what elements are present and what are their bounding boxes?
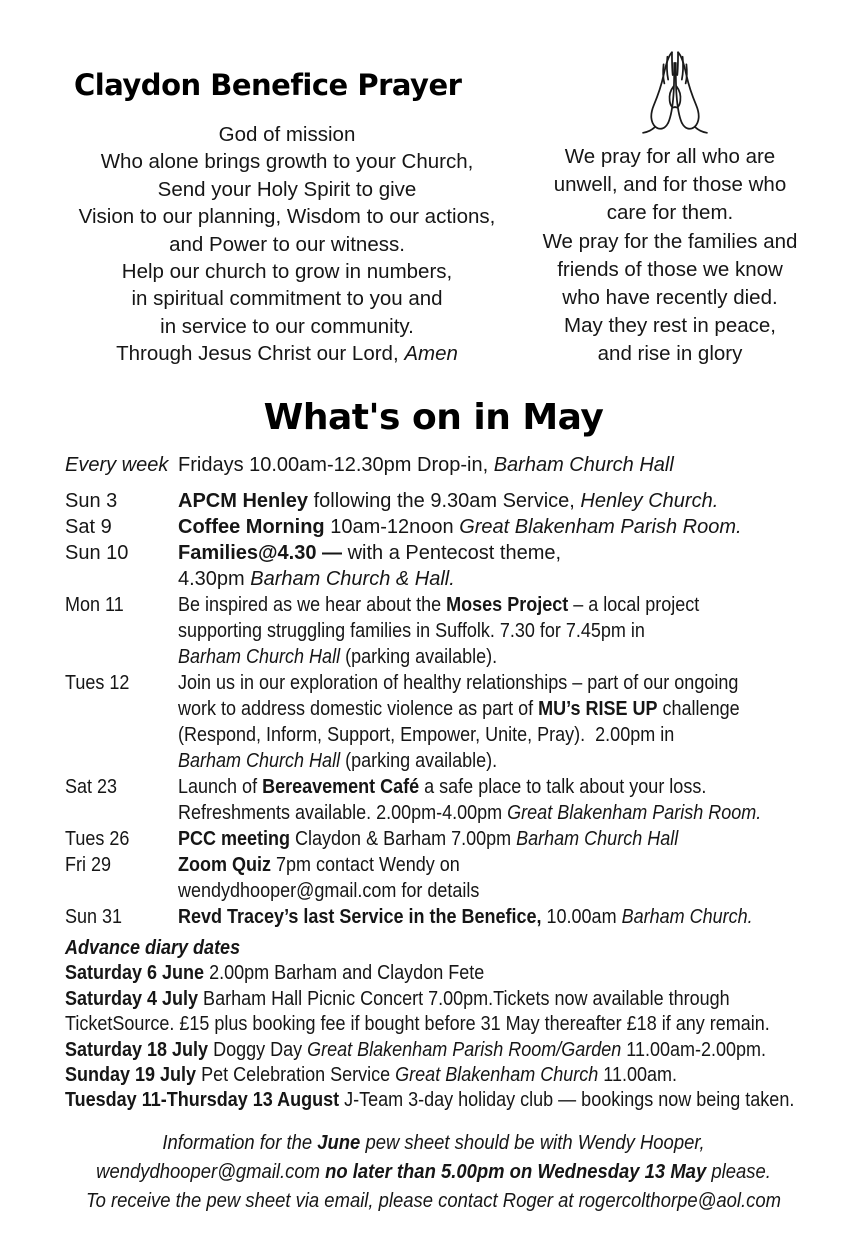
advance-item-line xyxy=(65,987,767,1012)
section-heading-whats-on: What's on in May xyxy=(263,397,604,438)
event-row xyxy=(65,852,835,904)
event-date xyxy=(65,540,178,566)
event-text-line xyxy=(178,488,835,514)
benefice-prayer-text xyxy=(48,121,526,368)
event-row xyxy=(65,774,835,826)
events-list xyxy=(65,452,835,930)
event-row xyxy=(65,514,835,540)
text-segment: Information for the xyxy=(162,1131,318,1154)
event-row xyxy=(65,826,835,852)
text-segment: Saturday 4 July xyxy=(65,987,199,1010)
event-date-label: Sun 10 xyxy=(65,542,129,564)
text-segment: wendydhooper@gmail.com xyxy=(96,1160,326,1183)
text-segment: Revd Tracey’s last Service in the Benefice, xyxy=(178,906,542,928)
advance-diary-section xyxy=(65,936,845,1114)
text-segment: APCM Henley xyxy=(178,490,309,512)
event-date xyxy=(65,852,178,878)
footer-notice xyxy=(40,1128,827,1215)
prayer-line xyxy=(48,121,526,148)
text-segment: Amen xyxy=(404,342,458,366)
text-segment: Great Blakenham Parish Room. xyxy=(459,516,742,538)
event-date xyxy=(65,514,178,540)
prayer-line xyxy=(48,176,526,203)
prayer-line xyxy=(512,171,828,199)
prayer-line xyxy=(512,199,828,227)
advance-item xyxy=(65,1088,845,1113)
event-date xyxy=(65,488,178,514)
text-segment: care for them. xyxy=(606,201,734,225)
text-segment: – a local project xyxy=(568,594,700,616)
text-segment: please. xyxy=(706,1160,771,1183)
text-segment: TicketSource. £15 plus booking fee if bought before 31 May thereafter £18 if any remain. xyxy=(65,1013,770,1036)
text-segment: (parking available). xyxy=(340,750,498,772)
advance-item-line xyxy=(65,1063,767,1088)
event-text-line xyxy=(178,566,835,592)
text-segment: Saturday 18 July xyxy=(65,1038,209,1061)
text-segment: Vision to our planning, Wisdom to our actions, xyxy=(78,205,496,229)
text-segment: Saturday 6 June xyxy=(65,962,205,985)
text-segment: PCC meeting xyxy=(178,828,291,850)
event-date-label: Tues 26 xyxy=(65,828,130,850)
text-segment: unwell, and for those who xyxy=(553,173,787,197)
prayer-line xyxy=(48,340,526,367)
event-row xyxy=(65,904,835,930)
text-segment: 11.00am. xyxy=(598,1064,677,1087)
event-date-label: Sat 23 xyxy=(65,776,118,798)
advance-diary-heading: Advance diary dates xyxy=(65,937,241,959)
intercessions-text xyxy=(512,143,828,369)
event-date-label: Mon 11 xyxy=(65,594,124,616)
text-segment: Moses Project xyxy=(446,594,569,616)
text-segment: (Respond, Inform, Support, Empower, Unite, Pray). 2.00pm in xyxy=(178,724,675,746)
advance-item-line xyxy=(65,1088,795,1113)
event-text-line xyxy=(178,514,835,540)
text-segment: Launch of xyxy=(178,776,263,798)
event-text-line xyxy=(178,722,769,748)
text-segment: Barham Church Hall xyxy=(178,646,341,668)
text-segment: Families@4.30 — xyxy=(178,542,343,564)
text-segment: and Power to our witness. xyxy=(169,232,405,256)
text-segment: Send your Holy Spirit to give xyxy=(157,177,417,201)
text-segment: Help our church to grow in numbers, xyxy=(121,260,453,284)
footer-line xyxy=(79,1157,787,1186)
event-date-label: Fri 29 xyxy=(65,854,112,876)
text-segment: 2.00pm Barham and Claydon Fete xyxy=(204,962,485,985)
text-segment: no later than 5.00pm on Wednesday 13 May xyxy=(325,1160,707,1183)
event-description xyxy=(178,826,835,852)
event-text-line xyxy=(178,696,769,722)
prayer-line xyxy=(48,258,526,285)
text-segment: who have recently died. xyxy=(562,286,778,310)
event-row xyxy=(65,452,835,478)
text-segment: Great Blakenham Parish Room. xyxy=(507,802,762,824)
text-segment: (parking available). xyxy=(340,646,498,668)
praying-hands-icon xyxy=(637,46,713,136)
event-date-label: Sun 31 xyxy=(65,906,123,928)
text-segment: following the 9.30am Service, xyxy=(308,490,581,512)
event-description xyxy=(178,540,835,592)
text-segment: with a Pentecost theme, xyxy=(342,542,562,564)
text-segment: Refreshments available. 2.00pm-4.00pm xyxy=(178,802,508,824)
prayer-line xyxy=(512,143,828,171)
event-text-line xyxy=(178,644,769,670)
prayer-line xyxy=(512,312,828,340)
text-segment: and rise in glory xyxy=(597,342,743,366)
event-date xyxy=(65,826,178,852)
advance-item xyxy=(65,1063,845,1088)
footer-line xyxy=(79,1186,787,1215)
text-segment: Zoom Quiz xyxy=(178,854,271,876)
text-segment: Pet Celebration Service xyxy=(196,1064,396,1087)
event-description xyxy=(178,904,835,930)
text-segment: a safe place to talk about your loss. xyxy=(419,776,707,798)
event-description xyxy=(178,774,835,826)
advance-item-line xyxy=(65,1038,767,1063)
advance-item-line xyxy=(65,1012,770,1037)
event-row xyxy=(65,488,835,514)
prayer-line xyxy=(48,285,526,312)
prayer-line xyxy=(512,284,828,312)
text-segment: June xyxy=(317,1131,361,1154)
event-row xyxy=(65,592,835,670)
event-date xyxy=(65,452,178,478)
event-date xyxy=(65,592,178,618)
text-segment: Great Blakenham Parish Room/Garden xyxy=(307,1038,622,1061)
event-text-line xyxy=(178,592,769,618)
text-segment: Barham Hall Picnic Concert 7.00pm.Tickets now available through xyxy=(198,987,730,1010)
text-segment: Barham Church & Hall. xyxy=(250,568,455,590)
event-text-line xyxy=(178,826,769,852)
event-text-line xyxy=(178,800,769,826)
event-date xyxy=(65,774,178,800)
prayer-line xyxy=(512,340,828,368)
text-segment: Tuesday 11-Thursday 13 August xyxy=(65,1089,340,1112)
advance-item xyxy=(65,987,845,1038)
text-segment: Barham Church Hall xyxy=(493,454,674,476)
event-text-line xyxy=(178,774,769,800)
text-segment: wendydhooper@gmail.com for details xyxy=(178,880,480,902)
text-segment: Barham Church. xyxy=(621,906,753,928)
event-date-label: Tues 12 xyxy=(65,672,130,694)
page-title: Claydon Benefice Prayer xyxy=(74,68,462,102)
text-segment: Join us in our exploration of healthy relationships – part of our ongoing xyxy=(178,672,739,694)
event-description xyxy=(178,670,835,774)
text-segment: Fridays 10.00am-12.30pm Drop-in, xyxy=(178,454,494,476)
text-segment: in service to our community. xyxy=(160,314,414,338)
prayer-line xyxy=(48,313,526,340)
text-segment: MU’s RISE UP xyxy=(538,698,658,720)
text-segment: Barham Church Hall xyxy=(178,750,341,772)
text-segment: God of mission xyxy=(218,123,356,146)
event-description xyxy=(178,852,835,904)
event-date-label: Every week xyxy=(65,454,169,476)
text-segment: To receive the pew sheet via email, please contact Roger at rogercolthorpe@aol.com xyxy=(86,1189,781,1212)
event-description xyxy=(178,452,835,478)
event-description xyxy=(178,592,835,670)
text-segment: We pray for the families and xyxy=(542,229,798,253)
text-segment: 4.30pm xyxy=(178,568,251,590)
text-segment: Henley Church. xyxy=(580,490,719,512)
advance-item xyxy=(65,1038,845,1063)
advance-diary-list xyxy=(65,961,845,1113)
event-description xyxy=(178,514,835,540)
text-segment: work to address domestic violence as part of xyxy=(178,698,539,720)
event-text-line xyxy=(178,618,769,644)
text-segment: 10am-12noon xyxy=(324,516,460,538)
event-row xyxy=(65,670,835,774)
prayer-line xyxy=(48,203,526,230)
event-text-line xyxy=(178,878,769,904)
text-segment: Be inspired as we hear about the xyxy=(178,594,447,616)
text-segment: Coffee Morning xyxy=(178,516,325,538)
prayer-line xyxy=(48,148,526,175)
text-segment: friends of those we know xyxy=(557,257,783,281)
event-text-line xyxy=(178,452,835,478)
text-segment: Barham Church Hall xyxy=(516,828,679,850)
text-segment: Great Blakenham Church xyxy=(395,1064,599,1087)
text-segment: Who alone brings growth to your Church, xyxy=(100,150,474,174)
event-row xyxy=(65,540,835,592)
text-segment: Bereavement Café xyxy=(262,776,420,798)
text-segment: pew sheet should be with Wendy Hooper, xyxy=(360,1131,705,1154)
event-date xyxy=(65,904,178,930)
text-segment: We pray for all who are xyxy=(564,145,776,168)
event-text-line xyxy=(178,670,769,696)
event-date-label: Sun 3 xyxy=(65,490,118,512)
advance-item-line xyxy=(65,961,767,986)
text-segment: 11.00am-2.00pm. xyxy=(621,1038,767,1061)
advance-item xyxy=(65,961,845,986)
text-segment: supporting struggling families in Suffolk. 7.30 for 7.45pm in xyxy=(178,620,645,642)
text-segment: Claydon & Barham 7.00pm xyxy=(290,828,517,850)
text-segment: 10.00am xyxy=(541,906,622,928)
prayer-line xyxy=(48,231,526,258)
footer-line xyxy=(79,1128,787,1157)
text-segment: J-Team 3-day holiday club — bookings now being taken. xyxy=(339,1089,795,1112)
event-date xyxy=(65,670,178,696)
prayer-line xyxy=(512,256,828,284)
event-text-line xyxy=(178,540,835,566)
event-date-label: Sat 9 xyxy=(65,516,112,538)
event-description xyxy=(178,488,835,514)
text-segment: May they rest in peace, xyxy=(564,314,776,338)
text-segment: Doggy Day xyxy=(208,1038,308,1061)
text-segment: 7pm contact Wendy on xyxy=(270,854,460,876)
text-segment: Through Jesus Christ our Lord, xyxy=(116,342,405,366)
text-segment: in spiritual commitment to you and xyxy=(131,287,443,311)
event-text-line xyxy=(178,748,769,774)
text-segment: Sunday 19 July xyxy=(65,1064,197,1087)
event-text-line xyxy=(178,852,769,878)
event-text-line xyxy=(178,904,769,930)
prayer-line xyxy=(512,228,828,256)
text-segment: challenge xyxy=(657,698,740,720)
